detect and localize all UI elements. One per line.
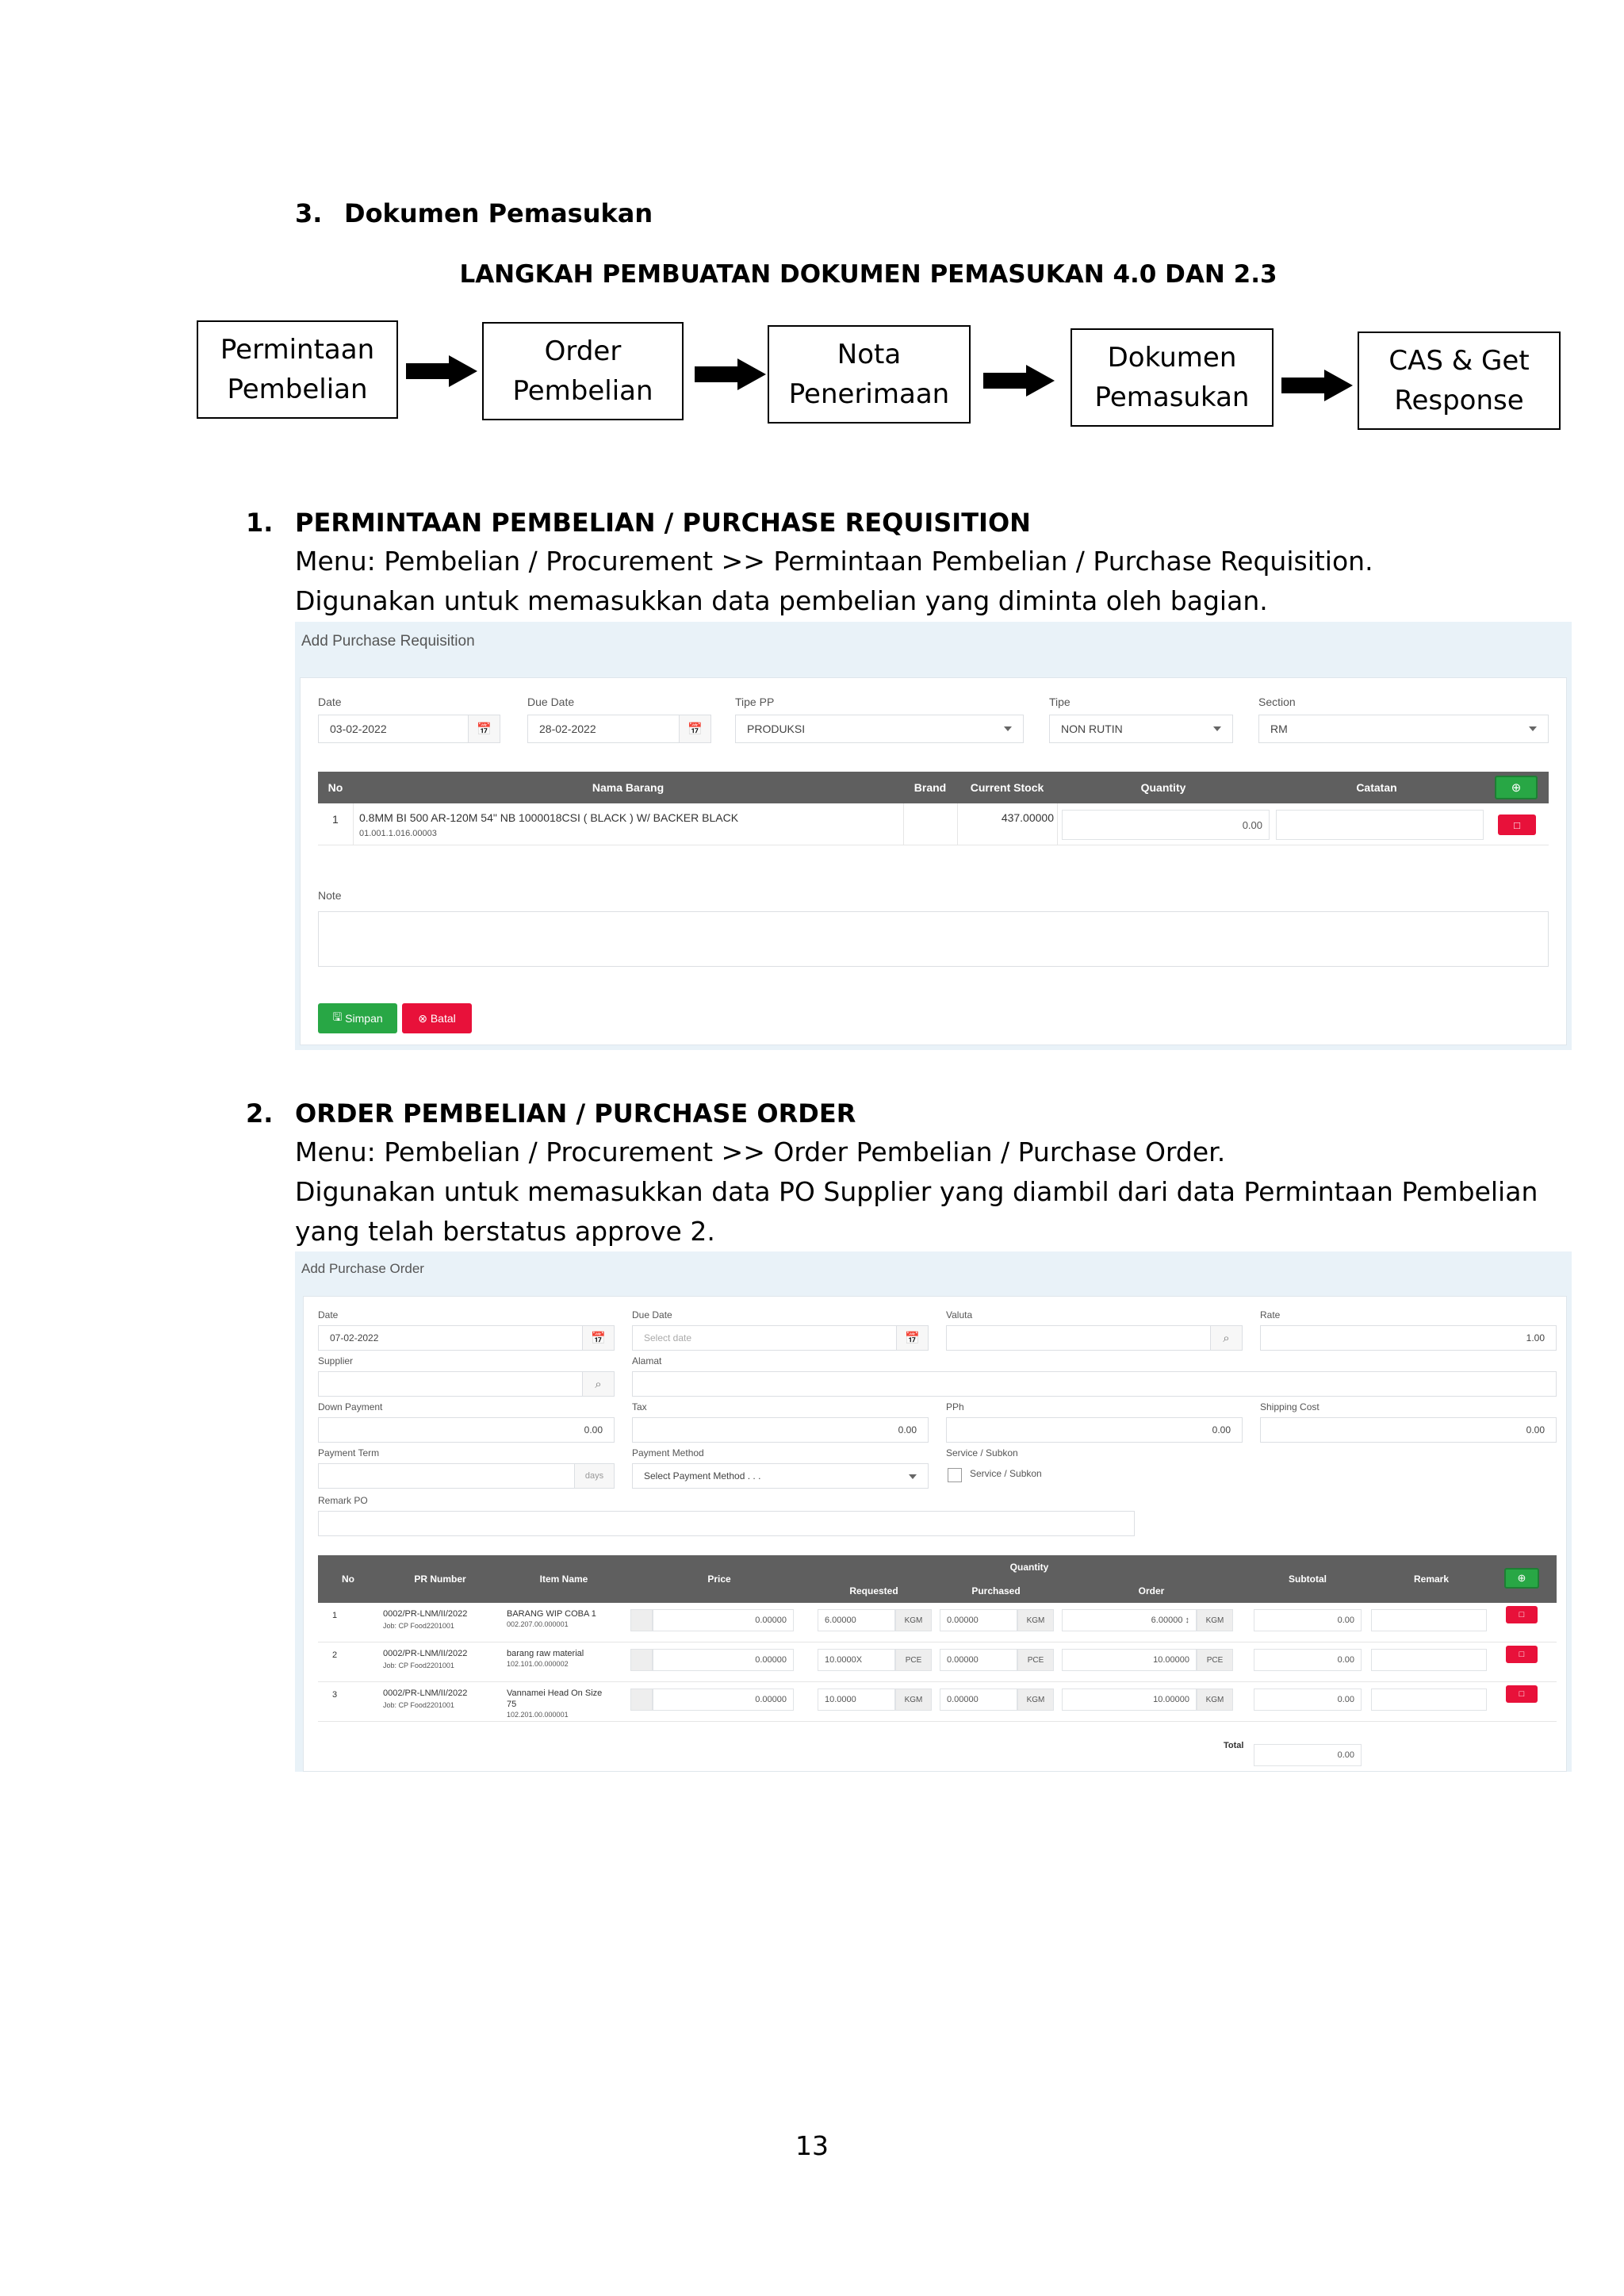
pr-date-value: 03-02-2022 [330, 723, 387, 735]
add-row-button[interactable] [1504, 1568, 1539, 1589]
po-service-label: Service / Subkon [946, 1447, 1018, 1458]
po-row-price-input[interactable] [653, 1688, 794, 1711]
po-row-purchased-unit: KGM [1017, 1609, 1054, 1631]
po-tax-input[interactable] [632, 1417, 929, 1443]
purchase-order-screenshot [295, 1251, 1572, 1772]
po-row-requested-unit: KGM [895, 1609, 932, 1631]
flow-step-order [482, 322, 684, 420]
po-row-remark-input[interactable] [1371, 1688, 1487, 1711]
pr-date-label: Date [318, 696, 342, 708]
pr-section-select[interactable] [1258, 715, 1549, 743]
flow-step-dokumen [1071, 328, 1274, 427]
pr-tipe-pp-value: PRODUKSI [747, 723, 806, 735]
chevron-down-icon [1529, 726, 1537, 731]
item2-title: ORDER PEMBELIAN / PURCHASE ORDER [295, 1098, 856, 1129]
trash-icon: □ [1519, 1650, 1525, 1659]
pr-tipe-pp-label: Tipe PP [735, 696, 775, 708]
item2-number: 2. [246, 1098, 274, 1129]
pr-row-no: 1 [332, 813, 339, 826]
pr-col-no: No [327, 781, 343, 794]
flow-step-line2: Penerimaan [788, 378, 950, 410]
po-row-purchased-input [940, 1609, 1017, 1631]
po-row-order-input[interactable] [1062, 1649, 1197, 1671]
pr-col-qty: Quantity [1140, 781, 1186, 794]
po-form-title: Add Purchase Order [301, 1261, 424, 1276]
pr-col-brand: Brand [914, 781, 947, 794]
flow-step-cas [1358, 332, 1561, 430]
pr-col-catatan: Catatan [1356, 781, 1397, 794]
section-title: Dokumen Pemasukan [344, 198, 653, 228]
po-total-label: Total [1224, 1741, 1244, 1750]
po-row-order-input[interactable] [1062, 1609, 1197, 1631]
pr-tipe-label: Tipe [1049, 696, 1071, 708]
po-row-pr: 0002/PR-LNM/II/2022 [383, 1688, 468, 1698]
po-row-price-input[interactable] [653, 1649, 794, 1671]
po-row-purchased-input [940, 1688, 1017, 1711]
po-dp-input[interactable] [318, 1417, 615, 1443]
po-row-item: Vannamei Head On Size [507, 1688, 603, 1698]
po-row-purchased-unit: PCE [1017, 1649, 1054, 1671]
po-row-purchased: 0.00000 [947, 1695, 979, 1704]
po-remark-label: Remark PO [318, 1495, 368, 1506]
pr-row-nama: 0.8MM BI 500 AR-120M 54" NB 1000018CSI ( BLACK ) W/ BACKER BLACK [359, 811, 739, 824]
po-row-requested-unit: PCE [895, 1649, 932, 1671]
pr-row-catatan-input[interactable] [1276, 810, 1484, 840]
po-row-requested: 10.0000 [825, 1695, 856, 1704]
po-row-requested: 10.0000X [825, 1655, 863, 1665]
pr-row-qty: 0.00 [1242, 818, 1262, 831]
po-row-order-unit: KGM [1197, 1688, 1233, 1711]
po-due-label: Due Date [632, 1309, 672, 1320]
po-supplier-label: Supplier [318, 1355, 354, 1366]
po-row-job: Job: CP Food2201001 [383, 1701, 454, 1709]
flow-arrow-1 [406, 355, 477, 387]
po-total-input [1254, 1744, 1362, 1766]
po-row-purchased: 0.00000 [947, 1616, 979, 1625]
search-icon[interactable]: ⌕ [582, 1372, 614, 1396]
po-rate-label: Rate [1260, 1309, 1281, 1320]
pr-date-input[interactable] [318, 715, 500, 743]
flow-step-line1: Permintaan [220, 334, 375, 366]
plus-circle-icon: ⊕ [1511, 781, 1522, 795]
po-valuta-label: Valuta [946, 1309, 973, 1320]
po-row-order-input[interactable] [1062, 1688, 1197, 1711]
item2-menu: Menu: Pembelian / Procurement >> Order Pembelian / Purchase Order. [295, 1137, 1226, 1167]
po-alamat-input[interactable] [632, 1371, 1557, 1397]
pr-col-stock: Current Stock [970, 781, 1044, 794]
item2-desc-line2: yang telah berstatus approve 2. [295, 1216, 715, 1247]
pr-tipe-pp-select[interactable] [735, 715, 1024, 743]
page-number: 13 [795, 2130, 829, 2161]
cancel-label: Batal [430, 1012, 456, 1025]
pr-table-header [318, 772, 1549, 803]
po-row-subtotal: 0.00 [1337, 1655, 1354, 1665]
po-row-order: 10.00000 [1153, 1655, 1189, 1665]
flow-step-line2: Pembelian [227, 374, 368, 405]
flow-arrow-4 [1281, 370, 1353, 401]
section-number: 3. [295, 198, 323, 228]
flow-step-line1: Nota [837, 339, 902, 370]
po-row-code: 002.207.00.000001 [507, 1620, 569, 1628]
po-row-order: 10.00000 [1153, 1695, 1189, 1704]
flow-step-line2: Pembelian [512, 375, 653, 407]
po-row-price: 0.00000 [755, 1616, 787, 1625]
po-pph-value: 0.00 [1212, 1424, 1231, 1435]
item2-heading [246, 1098, 856, 1129]
po-col-pr: PR Number [414, 1573, 466, 1585]
po-row-job: Job: CP Food2201001 [383, 1662, 454, 1669]
item2-desc-line1: Digunakan untuk memasukkan data PO Supplier yang diambil dari data Permintaan Pembelian [295, 1176, 1538, 1207]
pr-due-value: 28-02-2022 [539, 723, 596, 735]
po-col-purchased: Purchased [971, 1585, 1021, 1596]
po-shipping-input[interactable] [1260, 1417, 1557, 1443]
po-shipping-label: Shipping Cost [1260, 1401, 1320, 1412]
cancel-button[interactable] [402, 1003, 472, 1033]
po-date-input[interactable] [318, 1325, 615, 1351]
po-row-purchased-input [940, 1649, 1017, 1671]
po-dp-value: 0.00 [584, 1424, 603, 1435]
po-col-subtotal: Subtotal [1289, 1573, 1327, 1585]
purchase-requisition-screenshot [295, 622, 1572, 1050]
calendar-icon[interactable]: 📅 [679, 715, 710, 742]
item1-title: PERMINTAAN PEMBELIAN / PURCHASE REQUISITION [295, 508, 1031, 538]
trash-icon: □ [1519, 1689, 1525, 1699]
delete-row-button[interactable] [1506, 1646, 1538, 1663]
trash-icon: □ [1514, 818, 1520, 831]
item1-menu: Menu: Pembelian / Procurement >> Permintaan Pembelian / Purchase Requisition. [295, 546, 1373, 577]
po-row-subtotal: 0.00 [1337, 1616, 1354, 1625]
flow-step-line2: Response [1394, 385, 1524, 416]
pr-form-card [300, 677, 1567, 1045]
po-tax-label: Tax [632, 1401, 647, 1412]
po-row-order-unit: KGM [1197, 1609, 1233, 1631]
po-due-placeholder: Select date [644, 1332, 692, 1343]
po-alamat-label: Alamat [632, 1355, 662, 1366]
po-row-no: 2 [332, 1650, 338, 1660]
pr-row-qty-input[interactable] [1062, 810, 1270, 840]
po-shipping-value: 0.00 [1526, 1424, 1545, 1435]
po-row-no: 1 [332, 1611, 338, 1620]
flow-step-line1: Dokumen [1107, 342, 1237, 374]
po-row-price: 0.00000 [755, 1695, 787, 1704]
po-row-item: BARANG WIP COBA 1 [507, 1609, 596, 1619]
po-col-price: Price [707, 1573, 731, 1585]
flow-step-nota [768, 325, 971, 424]
flow-step-line1: Order [544, 335, 622, 367]
po-row-code: 102.201.00.000001 [507, 1711, 569, 1719]
trash-icon: □ [1519, 1610, 1525, 1619]
item1-number: 1. [246, 508, 274, 538]
delete-row-button[interactable] [1506, 1685, 1538, 1703]
save-icon: 🖫 [332, 1010, 346, 1023]
po-total-value: 0.00 [1337, 1750, 1354, 1760]
flow-arrow-2 [695, 358, 766, 390]
po-row-item-line2: 75 [507, 1700, 517, 1709]
po-valuta-input[interactable] [946, 1325, 1243, 1351]
main-heading: LANGKAH PEMBUATAN DOKUMEN PEMASUKAN 4.0 DAN 2.3 [459, 260, 1277, 289]
po-method-label: Payment Method [632, 1447, 704, 1458]
pr-col-nama: Nama Barang [592, 781, 665, 794]
flow-step-line2: Pemasukan [1094, 381, 1250, 413]
po-row-order: 6.00000 ↕ [1151, 1616, 1189, 1625]
pr-form-title: Add Purchase Requisition [301, 633, 475, 650]
po-pph-input[interactable] [946, 1417, 1243, 1443]
po-row-pr: 0002/PR-LNM/II/2022 [383, 1609, 468, 1619]
po-row-order-unit: PCE [1197, 1649, 1233, 1671]
po-row-purchased: 0.00000 [947, 1655, 979, 1665]
po-row-remark-input[interactable] [1371, 1649, 1487, 1671]
po-supplier-input[interactable] [318, 1371, 615, 1397]
section-heading [295, 198, 653, 228]
po-col-item: Item Name [539, 1573, 588, 1585]
po-row-pr: 0002/PR-LNM/II/2022 [383, 1649, 468, 1658]
po-col-quantity: Quantity [1009, 1562, 1049, 1573]
cancel-icon: ⊗ [418, 1011, 431, 1025]
po-rate-value: 1.00 [1526, 1332, 1545, 1343]
calendar-icon[interactable]: 📅 [582, 1326, 614, 1350]
po-col-no: No [342, 1573, 354, 1585]
po-col-remark: Remark [1413, 1573, 1450, 1585]
po-row-item: barang raw material [507, 1649, 584, 1658]
pr-tipe-value: NON RUTIN [1061, 723, 1123, 735]
po-service-checkbox[interactable] [948, 1468, 962, 1482]
po-method-select[interactable] [632, 1463, 929, 1489]
po-date-value: 07-02-2022 [330, 1332, 379, 1343]
po-service-check-label: Service / Subkon [970, 1468, 1042, 1479]
po-term-label: Payment Term [318, 1447, 380, 1458]
po-term-unit: days [574, 1464, 614, 1488]
chevron-down-icon [909, 1474, 917, 1479]
po-row-requested-input [818, 1688, 895, 1711]
po-row-price-input[interactable] [653, 1609, 794, 1631]
calendar-icon[interactable]: 📅 [896, 1326, 928, 1350]
flow-step-permintaan [197, 320, 398, 419]
po-table-header [318, 1555, 1557, 1603]
po-row-purchased-unit: KGM [1017, 1688, 1054, 1711]
po-row-code: 102.101.00.000002 [507, 1660, 569, 1668]
po-row-no: 3 [332, 1690, 338, 1700]
pr-due-input[interactable] [527, 715, 711, 743]
po-row-subtotal-input [1254, 1688, 1362, 1711]
po-row-subtotal: 0.00 [1337, 1695, 1354, 1704]
pr-section-label: Section [1258, 696, 1296, 708]
item1-heading [246, 508, 1031, 538]
po-row-remark-input[interactable] [1371, 1609, 1487, 1631]
pr-tipe-select[interactable] [1049, 715, 1233, 743]
po-row-requested-unit: KGM [895, 1688, 932, 1711]
po-term-input[interactable] [318, 1463, 615, 1489]
save-button[interactable] [318, 1003, 397, 1033]
flow-arrow-3 [983, 365, 1055, 397]
delete-row-button[interactable] [1498, 815, 1536, 835]
po-row-requested: 6.00000 [825, 1616, 856, 1625]
add-row-button[interactable] [1495, 776, 1538, 799]
calendar-icon[interactable]: 📅 [468, 715, 500, 742]
pr-note-label: Note [318, 889, 342, 902]
po-rate-input[interactable] [1260, 1325, 1557, 1351]
flow-step-line1: CAS & Get [1388, 345, 1530, 377]
plus-circle-icon: ⊕ [1517, 1572, 1526, 1584]
save-label: Simpan [345, 1012, 383, 1025]
pr-row-code: 01.001.1.016.00003 [359, 829, 437, 838]
po-col-requested: Requested [849, 1585, 898, 1596]
po-form-card [303, 1296, 1567, 1772]
pr-row-stock: 437.00000 [1001, 811, 1054, 824]
po-tax-value: 0.00 [898, 1424, 917, 1435]
po-row-subtotal-input [1254, 1609, 1362, 1631]
delete-row-button[interactable] [1506, 1606, 1538, 1623]
po-row-requested-input [818, 1649, 895, 1671]
po-row-subtotal-input [1254, 1649, 1362, 1671]
po-row-price: 0.00000 [755, 1655, 787, 1665]
pr-note-textarea[interactable] [318, 911, 1549, 967]
po-col-order: Order [1138, 1585, 1165, 1596]
po-row-job: Job: CP Food2201001 [383, 1622, 454, 1630]
chevron-down-icon [1213, 726, 1221, 731]
pr-section-value: RM [1270, 723, 1288, 735]
chevron-down-icon [1004, 726, 1012, 731]
po-due-input[interactable] [632, 1325, 929, 1351]
pr-due-label: Due Date [527, 696, 575, 708]
po-method-placeholder: Select Payment Method . . . [644, 1470, 761, 1481]
po-date-label: Date [318, 1309, 339, 1320]
po-pph-label: PPh [946, 1401, 964, 1412]
search-icon[interactable]: ⌕ [1210, 1326, 1242, 1350]
po-dp-label: Down Payment [318, 1401, 383, 1412]
item1-desc: Digunakan untuk memasukkan data pembelian yang diminta oleh bagian. [295, 585, 1268, 616]
po-remark-input[interactable] [318, 1511, 1135, 1536]
po-row-requested-input [818, 1609, 895, 1631]
